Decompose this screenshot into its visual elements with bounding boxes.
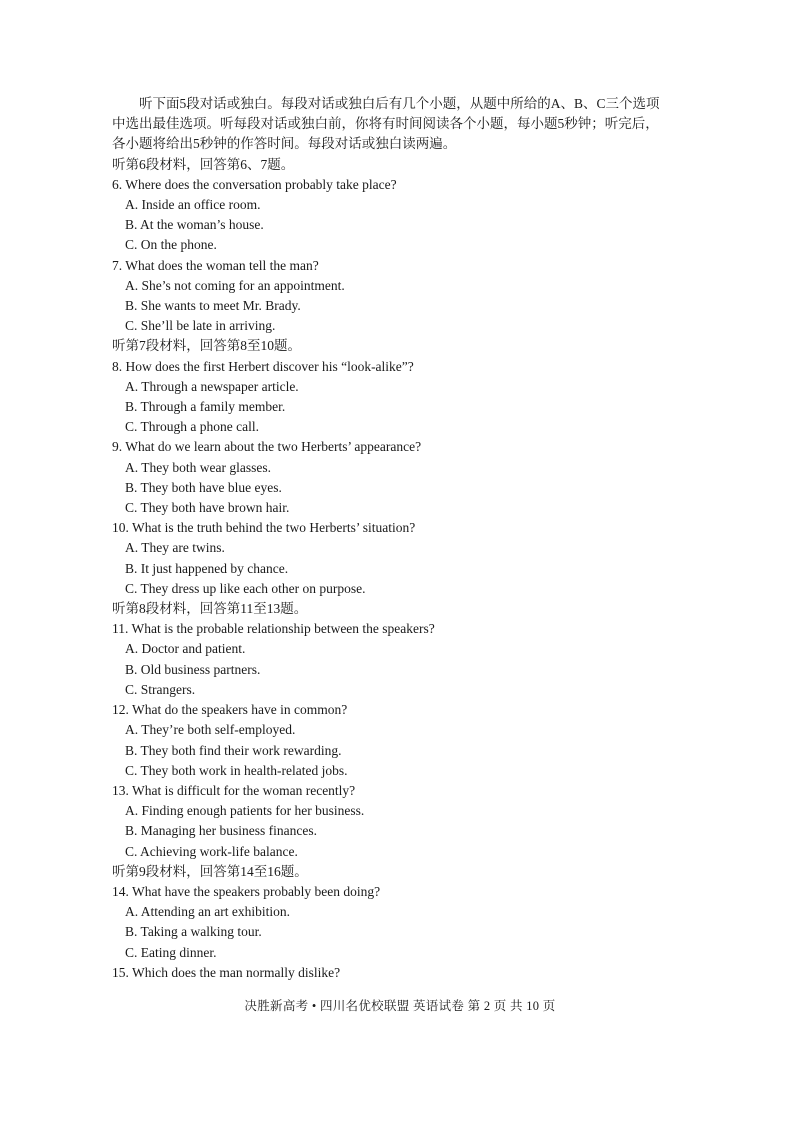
- question-14: 14. What have the speakers probably been doing?: [112, 883, 381, 899]
- section-8-heading: 听第8段材料，回答第11至13题。: [112, 601, 308, 617]
- question-9-option-c: C. They both have brown hair.: [125, 500, 290, 516]
- instructions-paragraph: 听下面5段对话或独白。每段对话或独白后有几个小题，从题中所给的A、B、C三个选项中选出最佳选项。听每段对话或独白前，你将有时间阅读各个小题，每小题5秒钟；听完后，各小题将给出5秒钟的作答时间。每段对话或独白读两遍。: [112, 96, 660, 152]
- question-6-option-b: B. At the woman’s house.: [125, 217, 264, 233]
- question-9-option-a: A. They both wear glasses.: [125, 459, 271, 475]
- question-7-option-c: C. She’ll be late in arriving.: [125, 318, 276, 334]
- question-10-option-a: A. They are twins.: [125, 540, 225, 556]
- question-13-option-c: C. Achieving work-life balance.: [125, 843, 298, 859]
- question-11-option-a: A. Doctor and patient.: [125, 641, 246, 657]
- question-8: 8. How does the first Herbert discover his “look-alike”?: [112, 358, 414, 374]
- question-10: 10. What is the truth behind the two Herberts’ situation?: [112, 520, 416, 536]
- question-12-option-a: A. They’re both self-employed.: [125, 722, 296, 738]
- question-13-option-a: A. Finding enough patients for her business.: [125, 803, 365, 819]
- question-14-option-b: B. Taking a walking tour.: [125, 924, 262, 940]
- question-15: 15. Which does the man normally dislike?: [112, 964, 341, 980]
- question-12-option-c: C. They both work in health-related jobs.: [125, 762, 348, 778]
- question-8-option-b: B. Through a family member.: [125, 399, 286, 415]
- question-11-option-c: C. Strangers.: [125, 681, 196, 697]
- question-8-option-c: C. Through a phone call.: [125, 419, 259, 435]
- question-10-option-c: C. They dress up like each other on purpose.: [125, 580, 366, 596]
- question-6: 6. Where does the conversation probably take place?: [112, 176, 397, 192]
- section-6-heading: 听第6段材料，回答第6、7题。: [112, 156, 295, 172]
- question-7-option-a: A. She’s not coming for an appointment.: [125, 277, 345, 293]
- question-6-option-a: A. Inside an office room.: [125, 197, 261, 213]
- question-7-option-b: B. She wants to meet Mr. Brady.: [125, 298, 301, 314]
- question-13-option-b: B. Managing her business finances.: [125, 823, 317, 839]
- question-9: 9. What do we learn about the two Herberts’ appearance?: [112, 439, 422, 455]
- page-content: [112, 94, 668, 983]
- question-10-option-b: B. It just happened by chance.: [125, 560, 289, 576]
- question-9-option-b: B. They both have blue eyes.: [125, 479, 282, 495]
- question-13: 13. What is difficult for the woman recently?: [112, 782, 356, 798]
- page-footer: 决胜新高考 • 四川名优校联盟 英语试卷 第 2 页 共 10 页: [244, 999, 556, 1013]
- question-11: 11. What is the probable relationship between the speakers?: [112, 621, 435, 637]
- section-9-heading: 听第9段材料，回答第14至16题。: [112, 863, 308, 879]
- question-12-option-b: B. They both find their work rewarding.: [125, 742, 342, 758]
- question-7: 7. What does the woman tell the man?: [112, 257, 319, 273]
- question-11-option-b: B. Old business partners.: [125, 661, 261, 677]
- question-14-option-c: C. Eating dinner.: [125, 944, 217, 960]
- question-8-option-a: A. Through a newspaper article.: [125, 378, 299, 394]
- question-12: 12. What do the speakers have in common?: [112, 702, 348, 718]
- question-14-option-a: A. Attending an art exhibition.: [125, 904, 290, 920]
- question-6-option-c: C. On the phone.: [125, 237, 217, 253]
- section-7-heading: 听第7段材料，回答第8至10题。: [112, 338, 301, 354]
